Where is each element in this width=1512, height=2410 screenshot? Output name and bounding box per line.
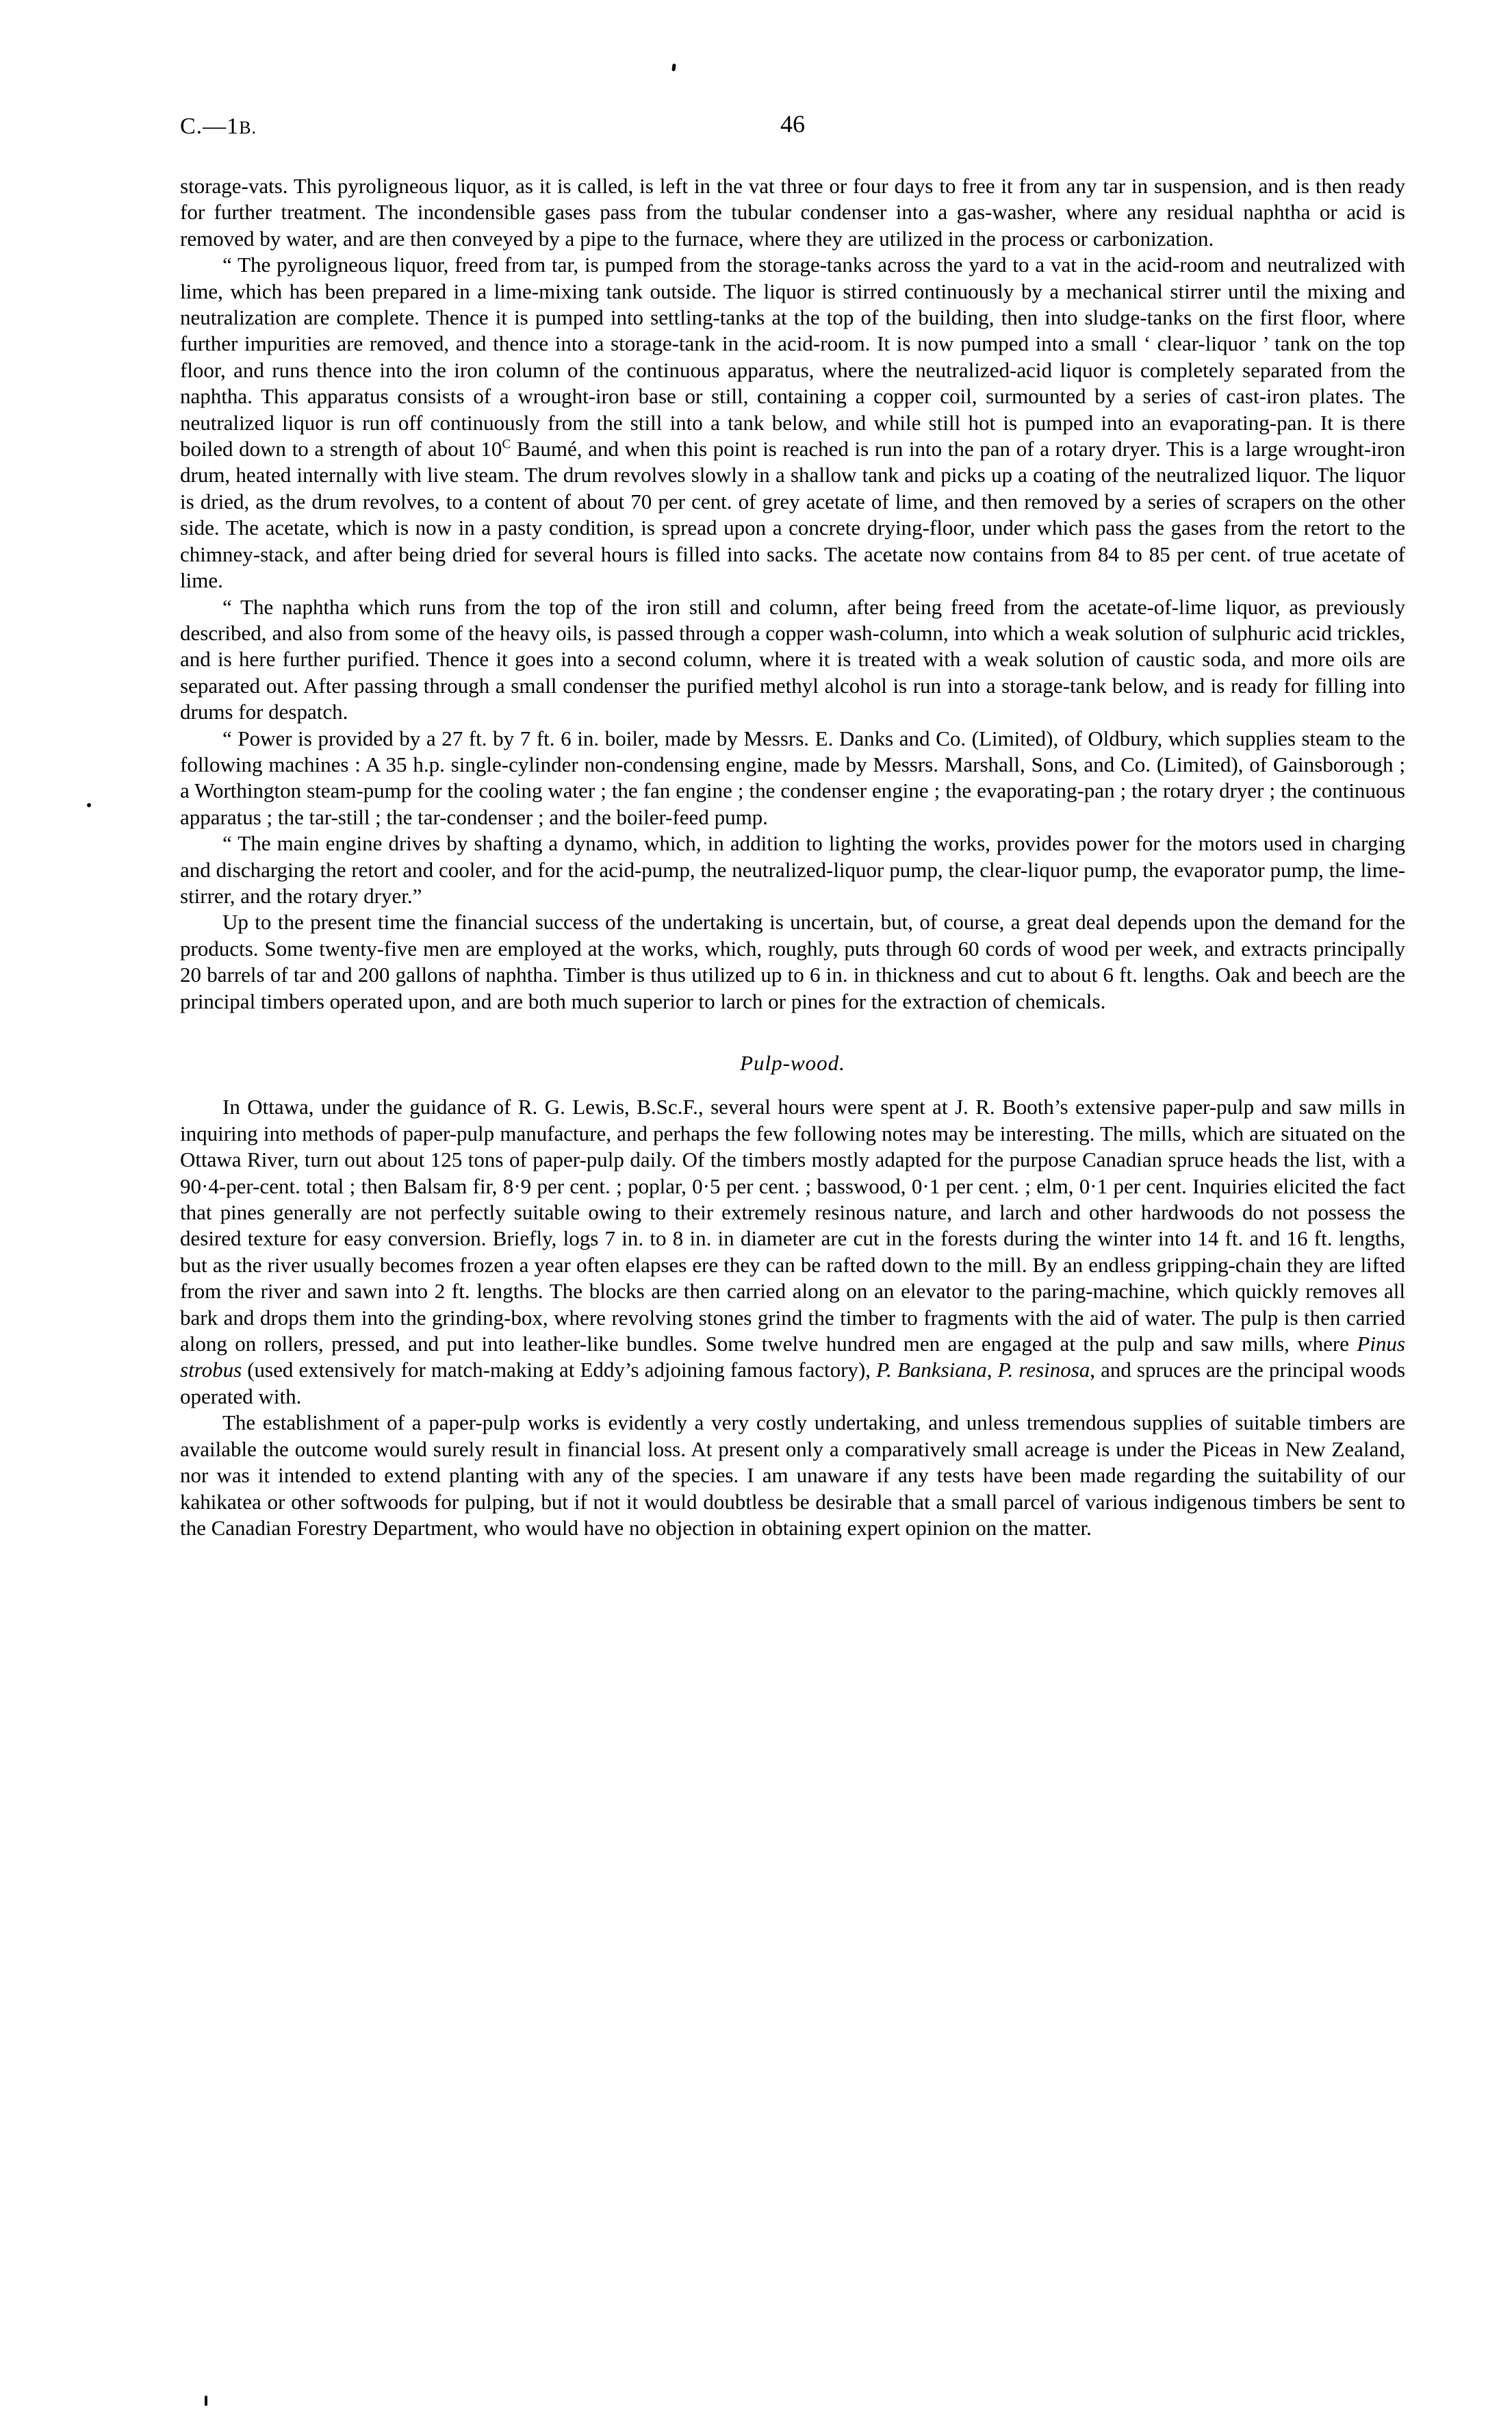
text-segment: The establishment of a paper-pulp works is evidently a very costly undertaking, and unless tremendous supplies of suitable timbers are available the outcome would surely result in financial loss. At present only a comparatively small acreage is under the Piceas in New Zealand, nor was it intended to extend planting with any of the species. I am unaware if any tests have been made regarding the suitability of our kahikatea or other softwoods for pulping, but if not it would doubtless be desirable that a small parcel of various indigenous timbers be sent to the Canadian Forestry Department, who would have no objection in obtaining expert opinion on the matter. <box>180 1410 1405 1540</box>
paragraph <box>180 830 1405 909</box>
text-segment: P. resinosa <box>997 1358 1090 1382</box>
ink-speck <box>87 803 91 807</box>
header-signature-smallcap: B. <box>239 118 257 138</box>
ink-speck <box>205 2396 207 2406</box>
paragraph <box>180 252 1405 594</box>
paragraph <box>180 1410 1405 1541</box>
text-segment: Pulp-wood. <box>740 1051 845 1075</box>
text-segment: “ The main engine drives by shafting a dynamo, which, in addition to lighting the works, provides power for the motors used in charging and discharging the retort and cooler, and for the acid-pump, the neutralized-liquor pump, the clear-liquor pump, the evaporator pump, the lime-stirrer, and the rotary dryer.” <box>180 831 1405 908</box>
text-segment: storage-vats. This pyroligneous liquor, as it is called, is left in the vat three or four days to free it from any tar in suspension, and is then ready for further treatment. The incondensible gases pass from the tubular condenser into a gas-washer, where any residual naphtha or acid is removed by water, and are then conveyed by a pipe to the furnace, where they are utilized in the process or carbonization. <box>180 174 1405 251</box>
paragraph <box>180 594 1405 726</box>
text-body <box>180 173 1405 1541</box>
text-segment: , <box>986 1358 998 1382</box>
text-segment: “ The naphtha which runs from the top of the iron still and column, after being freed from the acetate-of-lime liquor, as previously described, and also from some of the heavy oils, is passed through a copper wash-column, into which a weak solution of sulphuric acid trickles, and is here further purified. Thence it goes into a second column, where it is treated with a weak solution of caustic soda, and more oils are separated out. After passing through a small condenser the purified methyl alcohol is run into a storage-tank below, and is ready for filling into drums for despatch. <box>180 594 1405 724</box>
text-segment: “ Power is provided by a 27 ft. by 7 ft. 6 in. boiler, made by Messrs. E. Danks and Co. (Limited), of Oldbury, which supplies steam to the following machines : A 35 h.p. single-cylinder non-condensing engine, made by Messrs. Marshall, Sons, and Co. (Limited), of Gainsborough ; a Worthington steam-pump for the cooling water ; the fan engine ; the condenser engine ; the evaporating-pan ; the rotary dryer ; the continuous apparatus ; the tar-still ; the tar-condenser ; and the boiler-feed pump. <box>180 726 1405 829</box>
text-segment: Pinus strobus <box>180 1332 1405 1382</box>
text-segment: P. Banksiana <box>876 1358 987 1382</box>
page-number: 46 <box>780 110 805 138</box>
text-segment: Up to the present time the financial success of the undertaking is uncertain, but, of course, a great deal depends upon the demand for the products. Some twenty-five men are employed at the works, which, roughly, puts through 60 cords of wood per week, and extracts principally 20 barrels of tar and 200 gallons of naphtha. Timber is thus utilized up to 6 in. in thickness and cut to about 6 ft. lengths. Oak and beech are the principal timbers operated upon, and are both much superior to larch or pines for the extraction of chemicals. <box>180 910 1405 1013</box>
text-segment: Baumé, and when this point is reached is run into the pan of a rotary dryer. This is a large wrought-iron drum, heated internally with live steam. The drum revolves slowly in a shallow tank and picks up a coating of the neutralized liquor. The liquor is dried, as the drum revolves, to a content of about 70 per cent. of grey acetate of lime, and then removed by a series of scrapers on the other side. The acetate, which is now in a pasty condition, is spread upon a concrete drying-floor, under which pass the gases from the retort to the chimney-stack, and after being dried for several hours is filled into sacks. The acetate now contains from 84 to 85 per cent. of true acetate of lime. <box>180 437 1405 593</box>
header-signature-main: C.—1 <box>180 114 240 139</box>
paragraph <box>180 1094 1405 1410</box>
paragraph <box>180 726 1405 831</box>
text-segment: “ The pyroligneous liquor, freed from tar, is pumped from the storage-tanks across the yard to a vat in the acid-room and neutralized with lime, which has been prepared in a lime-mixing tank outside. The liquor is stirred continuously by a mechanical stirrer until the mixing and neutralization are complete. Thence it is pumped into settling-tanks at the top of the building, then into sludge-tanks on the first floor, where further impurities are removed, and thence into a storage-tank in the acid-room. It is now pumped into a small ‘ clear-liquor ’ tank on the top floor, and runs thence into the iron column of the continuous apparatus, where the neutralized-acid liquor is completely separated from the naphtha. This apparatus consists of a wrought-iron base or still, containing a copper coil, surmounted by a series of cast-iron plates. The neutralized liquor is run off continuously from the still into a tank below, and while still hot is pumped into an evaporating-pan. It is there boiled down to a strength of about 10 <box>180 253 1405 461</box>
text-segment: (used extensively for match-making at Eddy’s adjoining famous factory), <box>242 1358 877 1382</box>
text-segment: , and spruces are the principal woods operated with. <box>180 1358 1406 1408</box>
paragraph <box>180 173 1405 252</box>
paragraph <box>180 909 1405 1015</box>
ink-speck <box>671 64 676 72</box>
text-segment: C <box>502 437 511 452</box>
section-heading <box>180 1050 1405 1076</box>
text-segment: In Ottawa, under the guidance of R. G. Lewis, B.Sc.F., several hours were spent at J. R. Booth’s extensive paper-pulp and saw mills in inquiring into methods of paper-pulp manufacture, and perhaps the few following notes may be interesting. The mills, which are situated on the Ottawa River, turn out about 125 tons of paper-pulp daily. Of the timbers mostly adapted for the purpose Canadian spruce heads the list, with a 90·4-per-cent. total ; then Balsam fir, 8·9 per cent. ; poplar, 0·5 per cent. ; basswood, 0·1 per cent. ; elm, 0·1 per cent. Inquiries elicited the fact that pines generally are not perfectly suitable owing to their extremely resinous nature, and larch and other hardwoods do not possess the desired texture for easy conversion. Briefly, logs 7 in. to 8 in. in diameter are cut in the forests during the winter into 14 ft. and 16 ft. lengths, but as the river usually becomes frozen a year often elapses ere they can be rafted down to the mill. By an endless gripping-chain they are lifted from the river and sawn into 2 ft. lengths. The blocks are then carried along on an elevator to the paring-machine, which quickly removes all bark and drops them into the grinding-box, where revolving stones grind the timber to fragments with the aid of water. The pulp is then carried along on rollers, pressed, and put into leather-like bundles. Some twelve hundred men are engaged at the pulp and saw mills, where <box>180 1095 1405 1356</box>
